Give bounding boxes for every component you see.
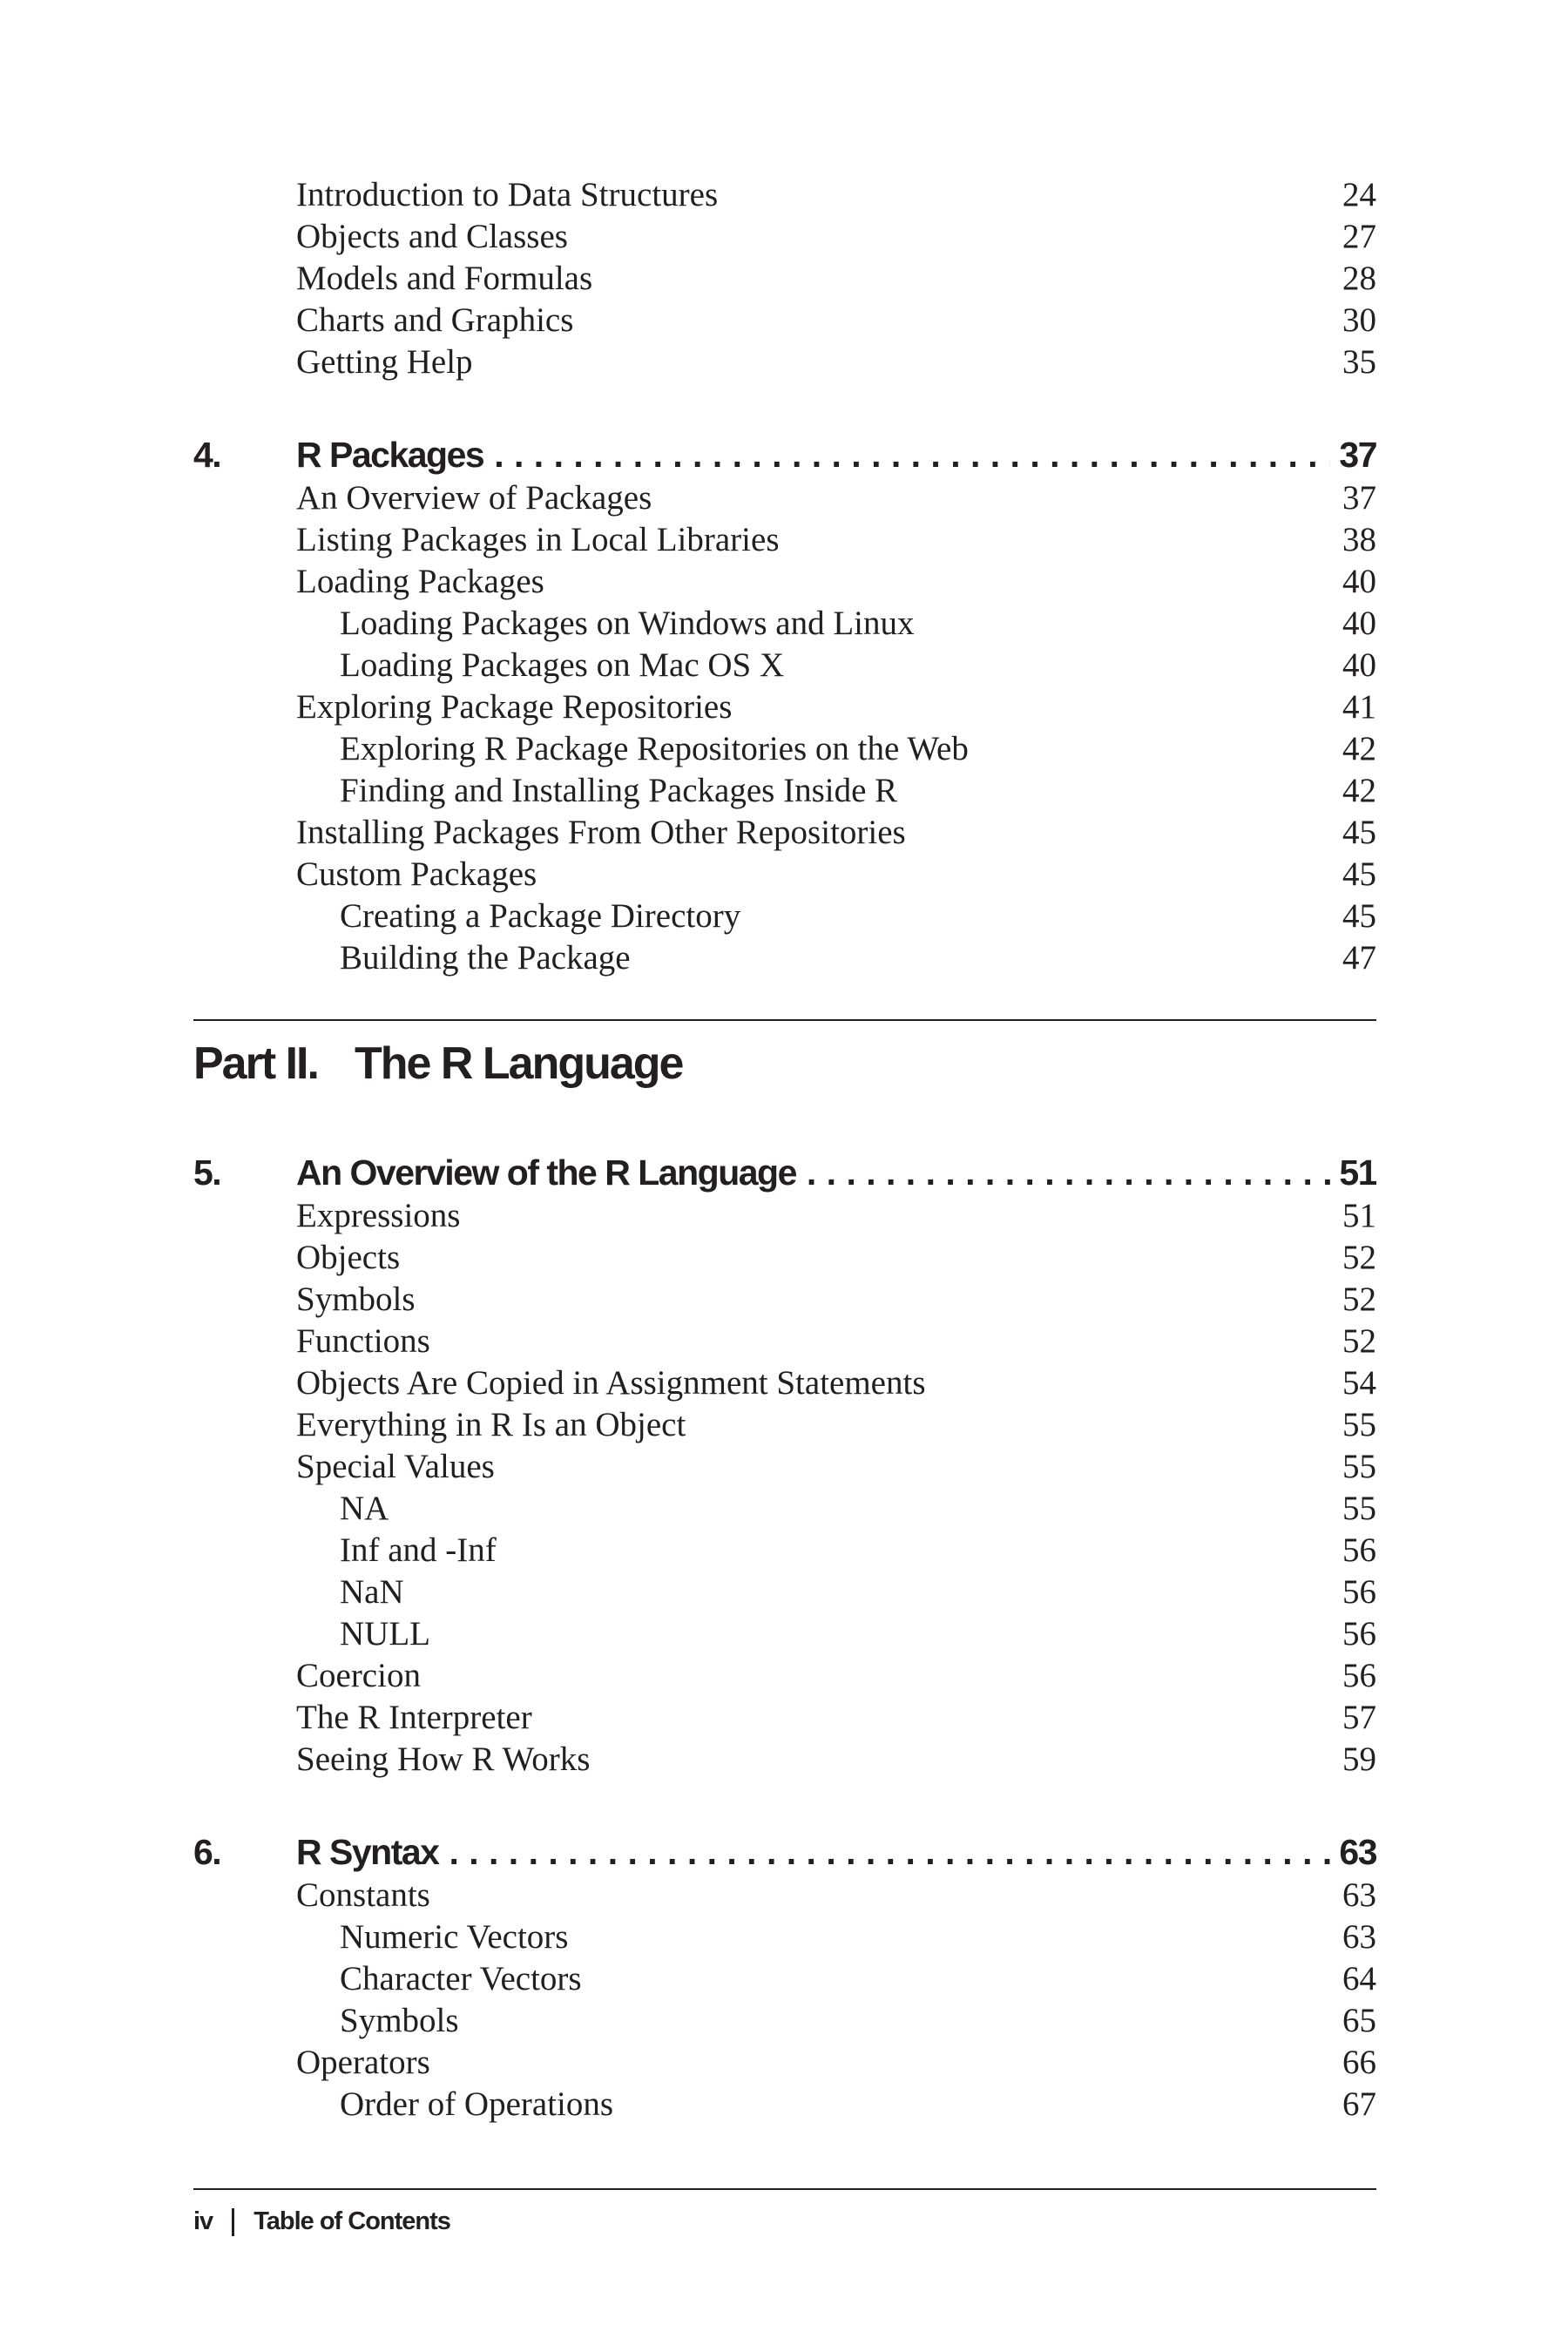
entry-title: An Overview of Packages [296, 479, 652, 517]
entry-page: 35 [1342, 343, 1376, 381]
toc-entry[interactable] [296, 174, 1376, 216]
footer-divider [193, 2188, 1376, 2190]
entry-title: Loading Packages on Windows and Linux [340, 605, 915, 642]
entry-page: 59 [1342, 1740, 1376, 1778]
entry-title: NULL [340, 1615, 430, 1652]
toc-entry[interactable] [296, 216, 1376, 258]
toc-subentry[interactable] [340, 2000, 1376, 2042]
entry-page: 42 [1342, 730, 1376, 767]
entry-page: 63 [1342, 1918, 1376, 1956]
toc-subentry[interactable] [340, 728, 1376, 770]
entry-title: Functions [296, 1322, 430, 1360]
dot-leader [494, 429, 1330, 481]
toc-subentry[interactable] [340, 603, 1376, 645]
entry-page: 66 [1342, 2044, 1376, 2081]
entry-page: 41 [1342, 688, 1376, 726]
toc-entry[interactable] [296, 1404, 1376, 1446]
entry-page: 28 [1342, 260, 1376, 297]
entry-page: 40 [1342, 646, 1376, 684]
entry-title: Expressions [296, 1197, 461, 1234]
entry-title: Objects and Classes [296, 218, 568, 255]
chapter-heading-6[interactable] [193, 1826, 1376, 1878]
toc-subentry[interactable] [340, 770, 1376, 812]
entry-title: Exploring R Package Repositories on the Web [340, 730, 969, 767]
toc-entry[interactable] [296, 300, 1376, 341]
entry-title: Inf and -Inf [340, 1531, 497, 1569]
entry-title: Seeing How R Works [296, 1740, 591, 1778]
entry-title: Custom Packages [296, 855, 537, 893]
chapter-heading-4[interactable] [193, 429, 1376, 481]
toc-subentry[interactable] [340, 1916, 1376, 1958]
entry-page: 64 [1342, 1960, 1376, 1997]
toc-entry[interactable] [296, 519, 1376, 561]
toc-entry[interactable] [296, 2042, 1376, 2084]
chapter-title: R Packages [296, 435, 484, 475]
toc-entry[interactable] [296, 341, 1376, 383]
entry-title: NA [340, 1490, 389, 1527]
entry-title: The R Interpreter [296, 1699, 532, 1736]
entry-page: 45 [1342, 814, 1376, 851]
toc-entry[interactable] [296, 561, 1376, 603]
entry-title: Introduction to Data Structures [296, 176, 719, 213]
entry-page: 37 [1342, 479, 1376, 517]
entry-page: 40 [1342, 605, 1376, 642]
entry-page: 54 [1342, 1364, 1376, 1402]
entry-page: 57 [1342, 1699, 1376, 1736]
entry-page: 55 [1342, 1406, 1376, 1443]
entry-page: 30 [1342, 301, 1376, 339]
toc-entry[interactable] [296, 686, 1376, 728]
entry-title: Numeric Vectors [340, 1918, 569, 1956]
part-heading[interactable] [193, 1033, 683, 1094]
entry-title: Finding and Installing Packages Inside R [340, 772, 898, 809]
entry-title: Constants [296, 1876, 430, 1914]
entry-page: 42 [1342, 772, 1376, 809]
toc-entry[interactable] [296, 1875, 1376, 1916]
entry-page: 38 [1342, 521, 1376, 558]
entry-title: Loading Packages [296, 563, 544, 600]
entry-page: 63 [1342, 1876, 1376, 1914]
entry-title: Coercion [296, 1657, 421, 1694]
entry-page: 52 [1342, 1239, 1376, 1276]
toc-subentry[interactable] [340, 1488, 1376, 1530]
toc-entry[interactable] [296, 1739, 1376, 1781]
chapter-page: 51 [1339, 1152, 1376, 1193]
toc-subentry[interactable] [340, 1571, 1376, 1613]
toc-entry[interactable] [296, 1446, 1376, 1488]
entry-title: Everything in R Is an Object [296, 1406, 686, 1443]
entry-page: 45 [1342, 897, 1376, 935]
chapter-page: 37 [1339, 435, 1376, 475]
toc-entry[interactable] [296, 1237, 1376, 1279]
chapter-number: 5. [193, 1152, 221, 1193]
entry-page: 27 [1342, 218, 1376, 255]
entry-title: Symbols [340, 2002, 459, 2039]
entry-page: 51 [1342, 1197, 1376, 1234]
part-divider [193, 1019, 1376, 1021]
entry-title: Objects Are Copied in Assignment Statements [296, 1364, 926, 1402]
entry-page: 56 [1342, 1573, 1376, 1611]
toc-entry[interactable] [296, 1321, 1376, 1362]
chapter-title: An Overview of the R Language [296, 1152, 796, 1193]
part-label: Part II. [193, 1038, 318, 1089]
entry-title: Creating a Package Directory [340, 897, 741, 935]
entry-page: 67 [1342, 2085, 1376, 2123]
entry-title: Objects [296, 1239, 401, 1276]
page-footer [193, 2204, 450, 2239]
toc-subentry[interactable] [340, 1530, 1376, 1571]
entry-title: Charts and Graphics [296, 301, 574, 339]
footer-section-title: Table of Contents [253, 2207, 450, 2235]
part-title: The R Language [355, 1038, 683, 1089]
entry-title: Order of Operations [340, 2085, 614, 2123]
entry-title: Getting Help [296, 343, 473, 381]
entry-title: Loading Packages on Mac OS X [340, 646, 785, 684]
dot-leader [449, 1826, 1330, 1878]
toc-entry[interactable] [296, 1697, 1376, 1739]
chapter-heading-5[interactable] [193, 1146, 1376, 1199]
dot-leader [807, 1146, 1331, 1199]
entry-title: Character Vectors [340, 1960, 582, 1997]
entry-page: 40 [1342, 563, 1376, 600]
entry-page: 55 [1342, 1448, 1376, 1485]
chapter-page: 63 [1339, 1832, 1376, 1872]
entry-title: NaN [340, 1573, 404, 1611]
entry-title: Special Values [296, 1448, 495, 1485]
toc-entry[interactable] [296, 477, 1376, 519]
toc-entry[interactable] [296, 854, 1376, 896]
toc-entry[interactable] [296, 1279, 1376, 1321]
entry-page: 24 [1342, 176, 1376, 213]
chapter-number: 4. [193, 435, 221, 475]
entry-page: 47 [1342, 939, 1376, 977]
entry-page: 65 [1342, 2002, 1376, 2039]
toc-entry[interactable] [296, 258, 1376, 300]
toc-entry[interactable] [296, 1195, 1376, 1237]
entry-title: Symbols [296, 1281, 416, 1318]
toc-entry[interactable] [296, 1655, 1376, 1697]
entry-page: 56 [1342, 1615, 1376, 1652]
toc-entry[interactable] [296, 1362, 1376, 1404]
entry-page: 55 [1342, 1490, 1376, 1527]
entry-page: 56 [1342, 1531, 1376, 1569]
entry-title: Exploring Package Repositories [296, 688, 733, 726]
chapter-number: 6. [193, 1832, 221, 1872]
toc-subentry[interactable] [340, 937, 1376, 979]
entry-title: Listing Packages in Local Libraries [296, 521, 780, 558]
toc-entry[interactable] [296, 812, 1376, 854]
entry-title: Models and Formulas [296, 260, 593, 297]
toc-subentry[interactable] [340, 1958, 1376, 2000]
entry-page: 45 [1342, 855, 1376, 893]
footer-page-number: iv [193, 2207, 213, 2235]
entry-page: 56 [1342, 1657, 1376, 1694]
entry-page: 52 [1342, 1281, 1376, 1318]
chapter-title: R Syntax [296, 1832, 439, 1872]
footer-separator [232, 2208, 234, 2236]
toc-subentry[interactable] [340, 645, 1376, 686]
entry-title: Installing Packages From Other Repositories [296, 814, 906, 851]
entry-title: Building the Package [340, 939, 631, 977]
entry-title: Operators [296, 2044, 430, 2081]
entry-page: 52 [1342, 1322, 1376, 1360]
toc-subentry[interactable] [340, 896, 1376, 937]
toc-subentry[interactable] [340, 1613, 1376, 1655]
toc-subentry[interactable] [340, 2084, 1376, 2126]
